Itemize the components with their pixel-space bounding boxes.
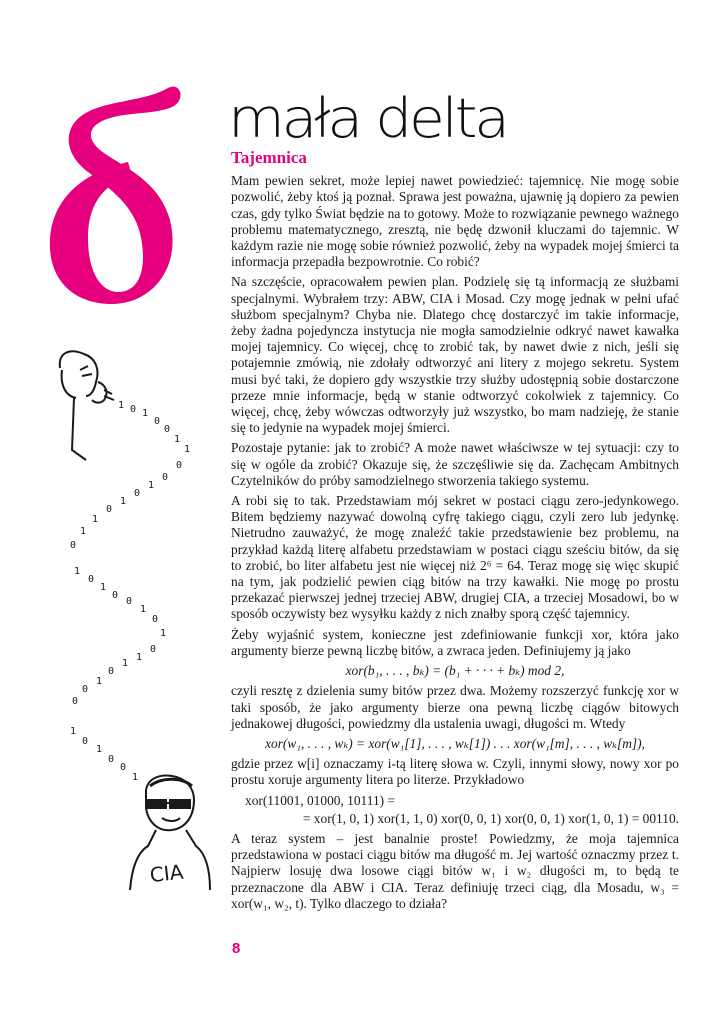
- svg-text:0: 0: [82, 684, 89, 695]
- svg-text:0: 0: [82, 736, 89, 747]
- svg-text:1: 1: [184, 444, 191, 455]
- delta-logo-icon: [40, 80, 190, 310]
- svg-text:0: 0: [108, 666, 115, 677]
- svg-text:0: 0: [150, 644, 157, 655]
- paragraph-5: Żeby wyjaśnić system, konieczne jest zdefiniowanie funkcji xor, która jako argumenty bierze pewną liczbę bitów, a zwraca jeden. Definiujemy ją jako: [231, 626, 679, 658]
- svg-text:1: 1: [160, 628, 167, 639]
- svg-text:1: 1: [136, 652, 143, 663]
- formula-example-line2: = xor(1, 0, 1) xor(1, 1, 0) xor(0, 0, 1) xor(0, 0, 1) xor(1, 0, 1) = 00110.: [302, 810, 679, 826]
- svg-text:1: 1: [74, 566, 81, 577]
- paragraph-3: Pozostaje pytanie: jak to zrobić? A może nawet właściwsze w tej sytuacji: czy to się w ogóle da zrobić? Okazuje się, że szczęśliwie się da. Zachęcam Ambitnych Czytelników do próby samodzielnego stworzenia takiego systemu.: [231, 440, 679, 488]
- svg-text:0: 0: [112, 590, 119, 601]
- svg-text:0: 0: [72, 696, 79, 707]
- page-number: 8: [232, 940, 241, 957]
- svg-text:0: 0: [152, 614, 159, 625]
- svg-text:1: 1: [140, 604, 147, 615]
- svg-text:0: 0: [134, 488, 141, 499]
- svg-text:0: 0: [162, 472, 169, 483]
- svg-text:1: 1: [118, 400, 125, 411]
- formula-xor-words: xor(w₁, . . . , wₖ) = xor(w₁[1], . . . , wₖ[1]) . . . xor(w₁[m], . . . , wₖ[m]),: [265, 735, 645, 751]
- svg-text:1: 1: [80, 526, 87, 537]
- svg-text:1: 1: [132, 772, 139, 783]
- formula-xor-def: xor(b₁, . . . , bₖ) = (b₁ + · · · + bₖ) mod 2,: [345, 663, 565, 679]
- magazine-title: mała delta: [228, 87, 507, 150]
- svg-text:1: 1: [174, 434, 181, 445]
- paragraph-6: czyli resztę z dzielenia sumy bitów przez dwa. Możemy rozszerzyć funkcję xor w taki sposób, że jako argumenty bierze ona pewną liczbę ciągów bitowych jednakowej długości, powiedzmy dla ustalenia uwagi, długości m. Wtedy: [231, 683, 679, 731]
- svg-text:1: 1: [148, 480, 155, 491]
- svg-text:0: 0: [120, 762, 127, 773]
- article: [231, 150, 679, 916]
- paragraph-1: Mam pewien sekret, może lepiej nawet powiedzieć: tajemnicę. Nie mogę sobie pozwolić, żeby ktoś ją poznał. Sprawa jest poważna, ujawnię ją dopiero za pewien czas, gdy tylko Świat będzie na to gotowy. Może to rozwiązanie pewnego ważnego problemu matematycznego, zresztą, nie będę dzwonił kluczami do tajemnic. W każdym razie nie mogę sobie również pozwolić, żeby na wypadek mojej śmierci ta informacja przepadła bezpowrotnie. Co robić?: [231, 173, 679, 270]
- svg-text:0: 0: [106, 504, 113, 515]
- svg-text:1: 1: [92, 514, 99, 525]
- svg-text:0: 0: [126, 596, 133, 607]
- svg-text:1: 1: [96, 744, 103, 755]
- whispering-man-icon: [60, 351, 114, 460]
- article-title: Tajemnica: [231, 148, 307, 167]
- paragraph-7: gdzie przez w[i] oznaczamy i-tą literę słowa w. Czyli, innymi słowy, nowy xor po prostu xoruje argumenty litera po literze. Przykładowo: [231, 756, 679, 788]
- svg-text:1: 1: [96, 676, 103, 687]
- svg-text:0: 0: [164, 424, 171, 435]
- formula-example-line1: xor(11001, 01000, 10111) =: [245, 792, 395, 808]
- spy-illustration: [0, 300, 230, 900]
- svg-text:0: 0: [88, 574, 95, 585]
- svg-text:1: 1: [100, 582, 107, 593]
- svg-text:1: 1: [120, 496, 127, 507]
- paragraph-8: A teraz system – jest banalnie proste! Powiedzmy, że moja tajemnica przedstawiona w postaci ciągu bitów ma długość m. Jej wartość oznaczmy przez t. Najpierw losuję dwa losowe ciągi bitów w₁ i w₂ długości m, to będą te przeznaczone dla ABW i CIA. Teraz definiuję trzeci ciąg, dla Mosadu, w₃ = xor(w₁, w₂, t). Tylko dlaczego to działa?: [231, 830, 679, 911]
- svg-text:0: 0: [108, 754, 115, 765]
- svg-text:0: 0: [176, 460, 183, 471]
- paragraph-4: A robi się to tak. Przedstawiam mój sekret w postaci ciągu zero-jedynkowego. Bitem będziemy nazywać dowolną cyfrę takiego ciągu, czyli zero lub jedynkę. Nietrudno zauważyć, że mogę znaleźć takie przedstawienie bez problemu, na przykład każdą literę alfabetu przedstawiam w postaci ciągu sześciu bitów, da się to zrobić, bo liter alfabetu jest nie więcej niż 2⁶ = 64. Teraz mogę się więc skupić na tym, jak podzielić pewien ciąg bitów na trzy kawałki. Nie mogę po prostu przekazać pierwszej jednej trzeciej ABW, drugiej CIA, a trzeciej Mosadowi, bo w sposób oczywisty bez wysyłku każdy z nich znałby sporą część tajemnicy.: [231, 493, 679, 622]
- svg-text:1: 1: [70, 726, 77, 737]
- svg-text:1: 1: [142, 408, 149, 419]
- svg-text:1: 1: [122, 658, 129, 669]
- svg-text:0: 0: [154, 416, 161, 427]
- cia-badge: CIA: [148, 859, 185, 888]
- svg-text:0: 0: [70, 540, 77, 551]
- paragraph-2: Na szczęście, opracowałem pewien plan. Podzielę się tą informacją ze służbami specjalnymi. Wybrałem trzy: ABW, CIA i Mosad. Czy mogę jednak w pełni ufać służbom specjalnym? Chyba nie. Dlatego chcę dostarczyć im takie informacje, żeby żadna pojedyncza instytucja nie mogła samodzielnie odkryć nawet kawałka mojej tajemnicy. Co więcej, chcę to zrobić tak, by nawet dwie z nich, jeśli się potajemnie zmówią, nie zdołały odtworzyć ani litery z mojego sekretu. System musi być taki, że dopiero gdy wszystkie trzy służby udostępnią sobie dostarczone przeze mnie informacje, będą w stanie odtworzyć cokolwiek z tajemnicy. Co więcej, chcę, żeby wówczas odtworzyły już wszystko, bo mam nadzieję, że stanie się to jedynie na wypadek mojej śmierci.: [231, 274, 679, 436]
- bit-stream: [70, 400, 190, 783]
- svg-text:0: 0: [130, 404, 137, 415]
